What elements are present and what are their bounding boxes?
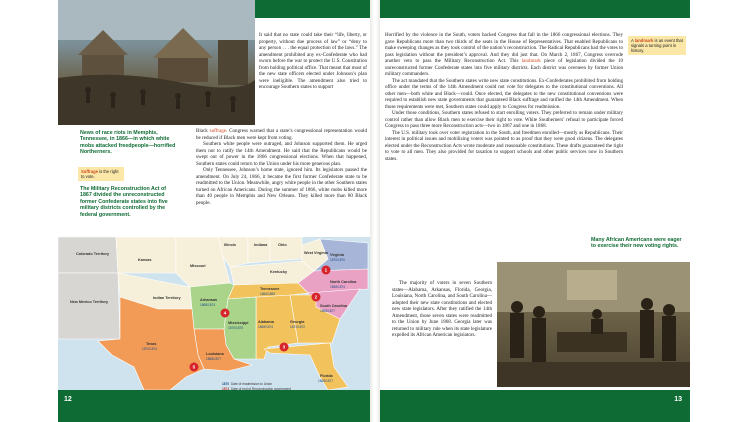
label-indian-territory: Indian Territory xyxy=(153,296,181,300)
dates-mississippi: 1870/1875 xyxy=(228,326,244,330)
paragraph: Southern white people were outraged, and Johnson supported them. He urged them not to ratify the 14th Amendment. He said that the Republicans would be swept out of power in the 1866 congressional elections. When that happened, Southern states could return to the Union under his more generous plan. xyxy=(196,141,367,167)
voting-photo-caption: Many African Americans were eager to exercise their new voting rights. xyxy=(591,237,682,250)
district-label-4: 4 xyxy=(223,310,227,316)
label-arkansas: Arkansas xyxy=(200,298,218,302)
book-gutter xyxy=(370,0,380,422)
legend-readmission-year: 1870 xyxy=(222,382,230,386)
dates-texas: 1870/1874 xyxy=(142,347,158,351)
page-number-left: 12 xyxy=(64,396,72,403)
dates-georgia: 1870/1872 xyxy=(290,325,306,329)
label-illinois: Illinois xyxy=(224,243,237,247)
map-region-new-mexico xyxy=(58,273,120,339)
suffrage-glossary xyxy=(78,167,124,181)
label-mississippi: Mississippi xyxy=(228,321,249,325)
label-ohio: Ohio xyxy=(278,243,287,247)
dates-north-carolina: 1868/1874 xyxy=(330,285,346,289)
paragraph: Only Tennessee, Johnson’s home state, ignored him. Its legislators passed the amendment. On July 24, 1866, it became the first former Confederate state to be readmitted to the Union. Meanwhile, angry white people in the other Southern states turned on African Americans. During the summer of 1866, white mobs killed more than 40 people in Memphis and New Orleans. They killed more than 80 Black people. xyxy=(196,167,367,206)
paragraph: Under those conditions, Southern states refused to start enrolling voters. They preferred to remain under military control rather than allow Black men to exercise their right to vote. White Southerners’ refusal to participate forced Congress to pass three more Reconstruction acts—two in 1867 and one in 1868. xyxy=(385,110,623,129)
dates-arkansas: 1868/1874 xyxy=(200,303,216,307)
landmark-glossary: A landmark is an event that signals a turning point in history. xyxy=(628,36,686,55)
map-region-kansas xyxy=(116,237,176,273)
paragraph: It said that no state could take their “life, liberty, or property, without due process of law” or “deny to any person . . . the equal protection of the laws.” The amendment prohibited any ex-Confederate who had sworn before the war to protect the U.S. Constitution from holding political office. That meant that most of the new state officers elected under Johnson’s plan were ineligible. The amendment also tried to encourage Southern states to support xyxy=(259,32,367,90)
glossary-term-landmark: landmark xyxy=(634,38,654,43)
label-north-carolina: North Carolina xyxy=(330,280,357,284)
bottom-bar-left xyxy=(58,390,370,422)
label-new-mexico: New Mexico Territory xyxy=(70,300,109,304)
highlight-landmark: landmark xyxy=(521,58,541,64)
paragraph-landmark: Horrified by the violence in the South, voters backed Congress that fall in the 1866 congressional elections. They gave Republicans more than two thirds of the seats in the House of Representatives. That enabled Republicans to make sweeping changes as they took control of the nation’s reconstruction. The Radical Republicans had the votes to pass legislation without the president’s approval. And they did just that. On March 2, 1867, Congress overrode another veto to pass the Military Reconstruction Act. This landmark piece of legislation divided the 10 unreconstructed former Confederate states into five military districts. Each district was overseen by former Union military commanders. xyxy=(385,32,623,77)
right-column-2: The majority of voters in seven Southern states—Alabama, Arkansas, Florida, Georgia, Louisiana, North Carolina, and South Carolina—adopted their new state constitutions and elected new state legislators. After they ratified the 14th Amendment, those seven states were readmitted to the Union by June 1868. Georgia later was returned to military rule when its state legislature expelled its African American legislators. xyxy=(392,280,492,338)
district-label-3: 3 xyxy=(282,344,286,350)
map-region-indiana xyxy=(248,237,270,263)
label-indiana: Indiana xyxy=(254,243,268,247)
label-texas: Texas xyxy=(146,342,157,346)
legend-end-label: Date of end of Reconstruction government xyxy=(231,387,291,390)
label-tennessee: Tennessee xyxy=(260,287,280,291)
left-column-top xyxy=(259,32,367,91)
label-georgia: Georgia xyxy=(290,320,305,324)
right-column-1 xyxy=(385,32,623,162)
dates-south-carolina: 1868/1877 xyxy=(320,309,336,313)
paragraph: The act mandated that the Southern states write new state constitutions. Ex-Confederates prohibited from holding office under the terms of the 14th Amendment could not vote for delegates to the constitutional conventions. All other men—both white and Black—could. Once elected, the delegates to the new constitutional conventions were required to establish new state governments that guaranteed Black suffrage and ratified the 14th Amendment. When those requirements were met, Southern states could apply to Congress for readmission. xyxy=(385,77,623,110)
label-virginia: Virginia xyxy=(330,253,344,257)
dates-tennessee: 1866/1869 xyxy=(260,292,276,296)
top-bar-right xyxy=(380,0,690,18)
glossary-term-suffrage: Suffrage xyxy=(81,169,98,174)
paragraph-suffrage: Black suffrage. Congress warned that a state’s congressional representation would be reduced if Black men were kept from voting. xyxy=(196,128,367,141)
legend-readmission-label: Date of readmission to Union xyxy=(231,382,273,386)
map-caption: The Military Reconstruction Act of 1867 divided the unreconstructed former Confederate states into five military districts controlled by the federal government. xyxy=(80,186,168,218)
district-label-1: 1 xyxy=(324,267,328,273)
district-label-5: 5 xyxy=(192,364,196,370)
map-region-ohio xyxy=(270,237,302,261)
legend-end-year: 1874 xyxy=(222,387,230,390)
label-florida: Florida xyxy=(320,374,333,378)
left-column-main xyxy=(196,128,367,206)
label-west-virginia: West Virginia xyxy=(304,251,328,255)
label-kentucky: Kentucky xyxy=(270,270,288,274)
glossary-definition-suffrage: is the right to vote. xyxy=(81,169,119,180)
dates-virginia: 1870/1870 xyxy=(330,258,346,262)
map-region-florida xyxy=(264,343,348,390)
label-alabama: Alabama xyxy=(258,320,274,324)
label-colorado: Colorado Territory xyxy=(76,252,110,256)
district-label-2: 2 xyxy=(314,294,318,300)
label-louisiana: Louisiana xyxy=(206,352,224,356)
dates-florida: 1868/1877 xyxy=(318,379,334,383)
dates-alabama: 1868/1874 xyxy=(258,325,274,329)
bottom-bar-right xyxy=(380,390,690,422)
military-districts-map xyxy=(58,237,370,390)
highlight-suffrage: suffrage xyxy=(209,128,227,134)
dates-louisiana: 1868/1877 xyxy=(206,357,222,361)
page-number-right: 13 xyxy=(674,396,682,403)
label-south-carolina: South Carolina xyxy=(320,304,348,308)
african-americans-voting-illustration xyxy=(497,262,690,387)
label-kansas: Kansas xyxy=(138,258,152,262)
riot-photo-caption: News of race riots in Memphis, Tennessee, in 1866—in which white mobs attacked freedpeople—horrified Northerners. xyxy=(80,130,176,156)
memphis-riot-illustration xyxy=(58,0,255,125)
label-missouri: Missouri xyxy=(190,264,206,268)
paragraph: The U.S. military took over voter registration in the South, and freedmen enrolled—mostly as Republicans. Their interest in political issues and mobilizing voters was pointed to as proof that they were good citizens. The delegates elected under the Reconstruction Acts wrote moderate and reasonable constitutions. These drafts guaranteed the right to vote to all men. They also provided for taxation to support schools and other public services now in Southern states. xyxy=(385,129,623,162)
